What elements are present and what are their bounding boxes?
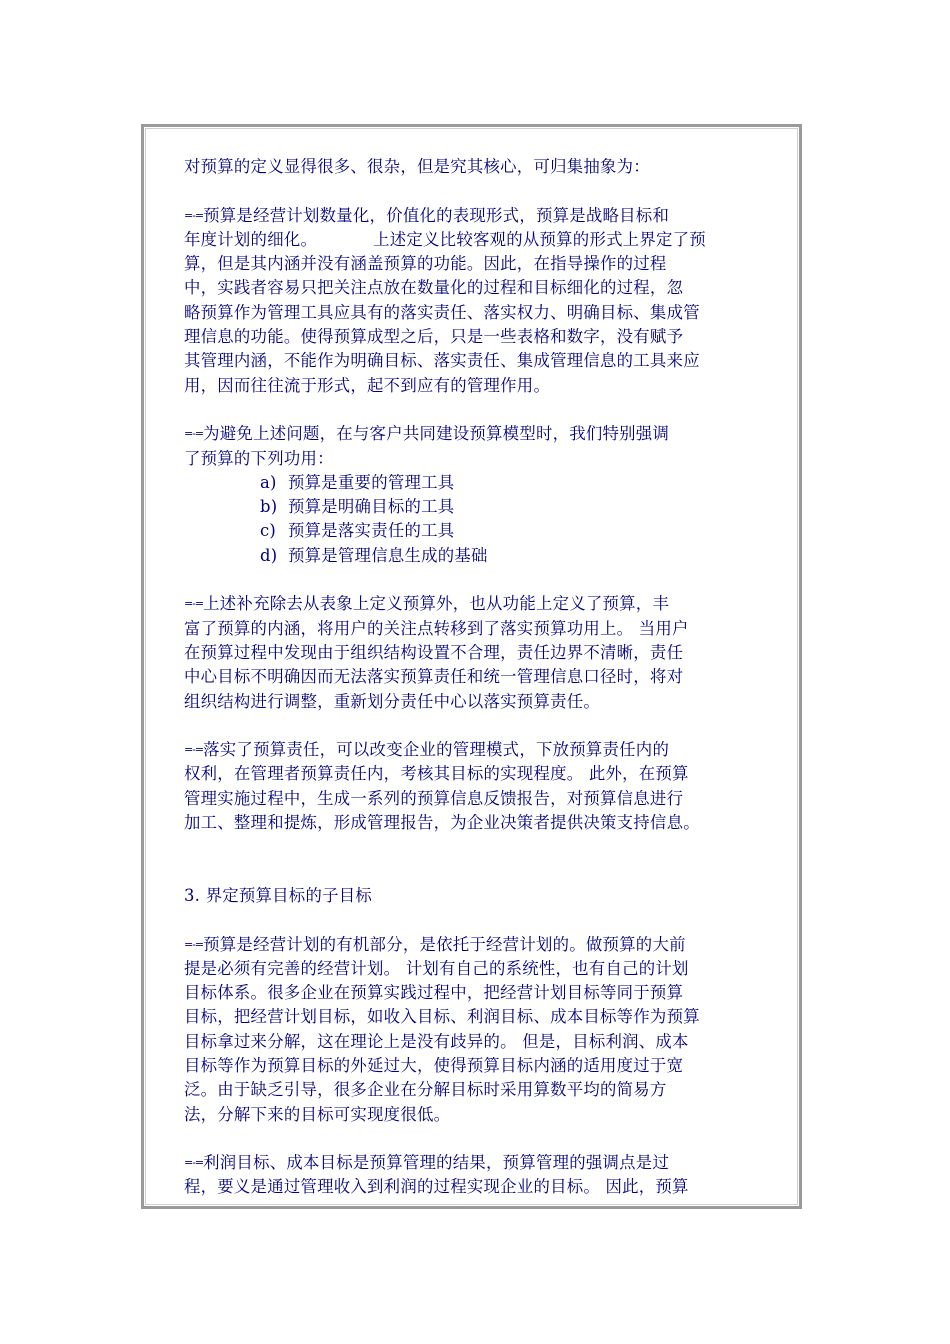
paragraph-6-line-4: 目标，把经营计划目标，如收入目标、利润目标、成本目标等作为预算 [184, 1007, 700, 1027]
paragraph-marker: =-= [184, 937, 204, 951]
document-body [184, 155, 774, 1200]
paragraph-6-text-1: 预算是经营计划的有机部分，是依托于经营计划的。做预算的大前 [203, 934, 686, 954]
paragraph-3-line-2: 了预算的下列功用： [184, 448, 334, 468]
list-item-text: 预算是明确目标的工具 [288, 497, 455, 517]
paragraph-7-line-1 [184, 1151, 774, 1175]
paragraph-2-line-3: 算，但是其内涵并没有涵盖预算的功能。因此，在指导操作的过程 [184, 254, 667, 274]
paragraph-2-line-2 [184, 228, 774, 252]
paragraph-4-text-1: 上述补充除去从表象上定义预算外，也从功能上定义了预算，丰 [203, 594, 670, 614]
list-item-letter: d) [260, 545, 278, 565]
paragraph-3-line-1 [184, 422, 774, 446]
list-item [184, 544, 774, 568]
paragraph-6-line-2: 提是必须有完善的经营计划。 计划有自己的系统性，也有自己的计划 [184, 958, 689, 978]
paragraph-5-line-4: 加工、整理和提炼，形成管理报告，为企业决策者提供决策支持信息。 [184, 813, 700, 833]
list-item-letter: b) [260, 497, 278, 517]
list-item-letter: a) [260, 472, 277, 492]
paragraph-6-line-3: 目标体系。很多企业在预算实践过程中，把经营计划目标等同于预算 [184, 983, 684, 1003]
paragraph-4-line-2: 富了预算的内涵，将用户的关注点转移到了落实预算功用上。 当用户 [184, 618, 689, 638]
paragraph-2-text-1: 预算是经营计划数量化，价值化的表现形式，预算是战略目标和 [203, 205, 670, 225]
paragraph-2-line-1 [184, 204, 774, 228]
paragraph-7-text-1: 利润目标、成本目标是预算管理的结果，预算管理的强调点是过 [203, 1153, 670, 1173]
paragraph-2-line-5: 略预算作为管理工具应具有的落实责任、落实权力、明确目标、集成管 [184, 302, 700, 322]
paragraph-marker: =-= [184, 208, 204, 222]
paragraph-6-line-8: 法，分解下来的目标可实现度很低。 [184, 1104, 451, 1124]
paragraph-marker: =-= [184, 597, 204, 611]
paragraph-2-text-2b: 上述定义比较客观的从预算的形式上界定了预 [373, 229, 706, 249]
list-item-text: 预算是管理信息生成的基础 [288, 545, 488, 565]
paragraph-2-line-4: 中，实践者容易只把关注点放在数量化的过程和目标细化的过程，忽 [184, 278, 684, 298]
list-item [184, 471, 774, 495]
paragraph-2-line-6: 理信息的功能。使得预算成型之后，只是一些表格和数字，没有赋予 [184, 327, 684, 347]
paragraph-6-line-5: 目标拿过来分解，这在理论上是没有歧异的。 但是，目标利润、成本 [184, 1031, 689, 1051]
paragraph-2-line-8: 用，因而往往流于形式，起不到应有的管理作用。 [184, 375, 551, 395]
paragraph-7-line-2: 程，要义是通过管理收入到利润的过程实现企业的目标。 因此，预算 [184, 1177, 689, 1197]
paragraph-5-line-2: 权利，在管理者预算责任内，考核其目标的实现程度。 此外，在预算 [184, 764, 689, 784]
paragraph-3-text-1: 为避免上述问题，在与客户共同建设预算模型时，我们特别强调 [203, 424, 670, 444]
paragraph-4-line-5: 组织结构进行调整，重新划分责任中心以落实预算责任。 [184, 691, 601, 711]
paragraph-4-line-4: 中心目标不明确因而无法落实预算责任和统一管理信息口径时，将对 [184, 667, 684, 687]
paragraph-marker: =-= [184, 743, 204, 757]
paragraph-6-line-1 [184, 933, 774, 957]
paragraph-5-text-1: 落实了预算责任，可以改变企业的管理模式，下放预算责任内的 [203, 740, 670, 760]
paragraph-marker: =-= [184, 427, 204, 441]
paragraph-marker: =-= [184, 1156, 204, 1170]
list-item-letter: c) [260, 521, 277, 541]
paragraph-4-line-1 [184, 592, 774, 616]
paragraph-6-line-6: 目标等作为预算目标的外延过大，使得预算目标内涵的适用度过于宽 [184, 1055, 684, 1075]
list-item-text: 预算是落实责任的工具 [288, 521, 455, 541]
paragraph-4-line-3: 在预算过程中发现由于组织结构设置不合理，责任边界不清晰，责任 [184, 642, 684, 662]
list-item [184, 519, 774, 543]
paragraph-5-line-1 [184, 738, 774, 762]
document-frame [141, 124, 802, 1209]
paragraph-1-line-1: 对预算的定义显得很多、很杂，但是究其核心，可归集抽象为： [184, 157, 650, 176]
paragraph-2-text-2a: 年度计划的细化。 [184, 229, 318, 249]
paragraph-6-line-7: 泛。由于缺乏引导，很多企业在分解目标时采用算数平均的简易方 [184, 1080, 667, 1100]
list-item-text: 预算是重要的管理工具 [288, 472, 455, 492]
section-heading: 3. 界定预算目标的子目标 [184, 885, 373, 905]
paragraph-2-line-7: 其管理内涵，不能作为明确目标、落实责任、集成管理信息的工具来应 [184, 351, 700, 371]
list-item [184, 495, 774, 519]
paragraph-5-line-3: 管理实施过程中，生成一系列的预算信息反馈报告，对预算信息进行 [184, 788, 684, 808]
